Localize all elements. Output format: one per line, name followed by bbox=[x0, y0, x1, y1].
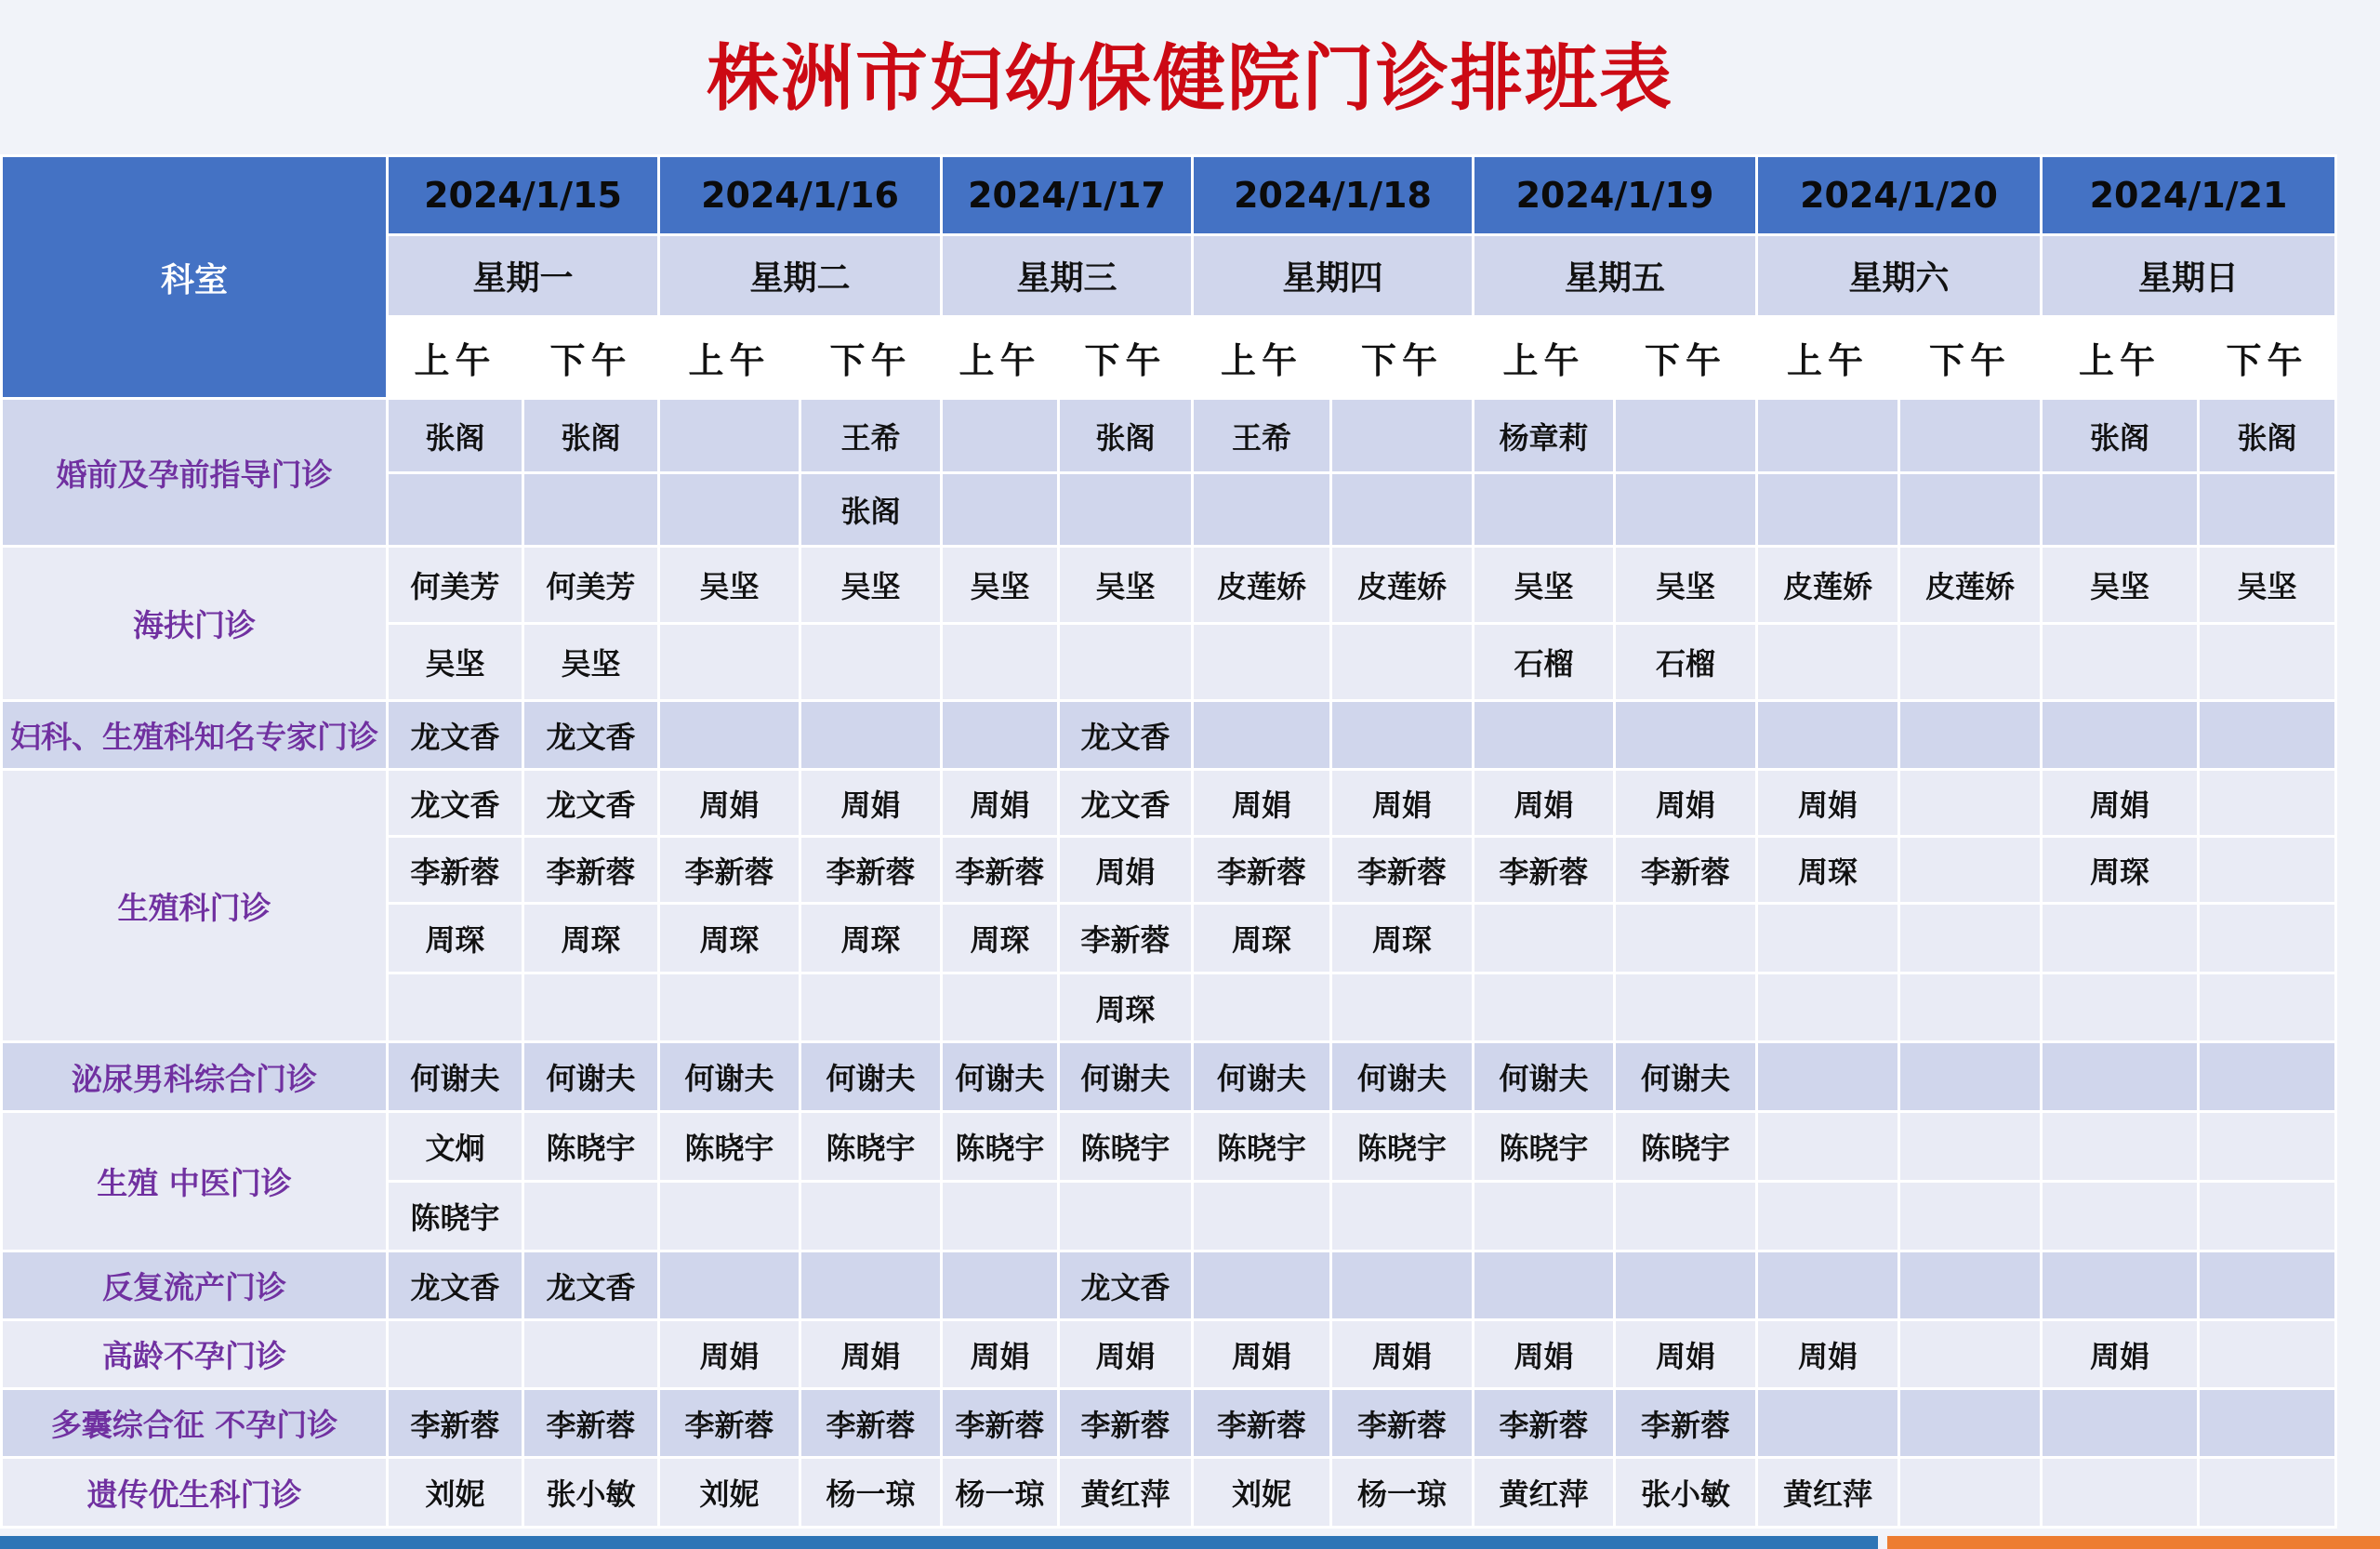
doctor-cell: 周琛 bbox=[1059, 973, 1193, 1042]
schedule-body bbox=[2, 399, 2336, 1528]
department-name: 妇科、生殖科知名专家门诊 bbox=[2, 701, 388, 770]
doctor-cell bbox=[1193, 701, 1331, 770]
doctor-cell: 李新蓉 bbox=[942, 1389, 1059, 1458]
doctor-cell bbox=[1899, 473, 2042, 547]
doctor-cell: 何谢夫 bbox=[942, 1042, 1059, 1112]
doctor-cell bbox=[2199, 624, 2336, 701]
weekday-header: 星期二 bbox=[659, 235, 942, 317]
schedule-row bbox=[2, 770, 2336, 837]
doctor-cell: 龙文香 bbox=[1059, 1251, 1193, 1320]
department-name: 高龄不孕门诊 bbox=[2, 1320, 388, 1389]
doctor-cell: 李新蓉 bbox=[1193, 837, 1331, 904]
doctor-cell: 李新蓉 bbox=[523, 1389, 659, 1458]
doctor-cell: 周娟 bbox=[942, 770, 1059, 837]
doctor-cell: 王希 bbox=[1193, 399, 1331, 473]
doctor-cell bbox=[2042, 1042, 2199, 1112]
department-name: 泌尿男科综合门诊 bbox=[2, 1042, 388, 1112]
doctor-cell bbox=[1615, 701, 1757, 770]
doctor-cell bbox=[1331, 701, 1474, 770]
weekday-header: 星期一 bbox=[388, 235, 659, 317]
doctor-cell bbox=[1899, 837, 2042, 904]
doctor-cell bbox=[2042, 973, 2199, 1042]
doctor-cell bbox=[1899, 1182, 2042, 1251]
schedule-row bbox=[2, 547, 2336, 624]
doctor-cell bbox=[942, 1251, 1059, 1320]
doctor-cell bbox=[2199, 837, 2336, 904]
doctor-cell: 何谢夫 bbox=[659, 1042, 800, 1112]
doctor-cell bbox=[2199, 1458, 2336, 1528]
doctor-cell: 陈晓宇 bbox=[388, 1182, 523, 1251]
doctor-cell: 龙文香 bbox=[523, 701, 659, 770]
doctor-cell bbox=[1899, 1458, 2042, 1528]
doctor-cell: 李新蓉 bbox=[388, 1389, 523, 1458]
doctor-cell bbox=[2199, 701, 2336, 770]
doctor-cell bbox=[659, 973, 800, 1042]
doctor-cell bbox=[1757, 1251, 1899, 1320]
doctor-cell: 何谢夫 bbox=[388, 1042, 523, 1112]
doctor-cell: 张阁 bbox=[800, 473, 942, 547]
doctor-cell bbox=[2042, 1389, 2199, 1458]
doctor-cell: 王希 bbox=[800, 399, 942, 473]
schedule-header bbox=[2, 156, 2336, 399]
doctor-cell: 吴坚 bbox=[523, 624, 659, 701]
schedule-row bbox=[2, 1112, 2336, 1182]
schedule-row bbox=[2, 399, 2336, 473]
doctor-cell bbox=[2042, 1182, 2199, 1251]
doctor-cell: 李新蓉 bbox=[523, 837, 659, 904]
pm-header: 下午 bbox=[1615, 317, 1757, 399]
weekday-header: 星期日 bbox=[2042, 235, 2336, 317]
department-name: 遗传优生科门诊 bbox=[2, 1458, 388, 1528]
pm-header: 下午 bbox=[523, 317, 659, 399]
doctor-cell: 周娟 bbox=[942, 1320, 1059, 1389]
weekday-header: 星期六 bbox=[1757, 235, 2042, 317]
doctor-cell bbox=[1331, 473, 1474, 547]
pm-header: 下午 bbox=[2199, 317, 2336, 399]
doctor-cell bbox=[1474, 1251, 1615, 1320]
doctor-cell: 杨章莉 bbox=[1474, 399, 1615, 473]
doctor-cell bbox=[2042, 904, 2199, 973]
doctor-cell: 陈晓宇 bbox=[942, 1112, 1059, 1182]
doctor-cell: 周琛 bbox=[523, 904, 659, 973]
doctor-cell: 李新蓉 bbox=[1474, 837, 1615, 904]
doctor-cell: 何谢夫 bbox=[1615, 1042, 1757, 1112]
doctor-cell: 陈晓宇 bbox=[659, 1112, 800, 1182]
doctor-cell: 张小敏 bbox=[523, 1458, 659, 1528]
doctor-cell bbox=[1615, 1182, 1757, 1251]
doctor-cell bbox=[1193, 1182, 1331, 1251]
pm-header: 下午 bbox=[1899, 317, 2042, 399]
doctor-cell: 龙文香 bbox=[523, 1251, 659, 1320]
doctor-cell: 何谢夫 bbox=[1059, 1042, 1193, 1112]
doctor-cell: 周娟 bbox=[1193, 1320, 1331, 1389]
doctor-cell: 张阁 bbox=[388, 399, 523, 473]
doctor-cell: 李新蓉 bbox=[659, 837, 800, 904]
doctor-cell: 吴坚 bbox=[388, 624, 523, 701]
doctor-cell bbox=[942, 1182, 1059, 1251]
pm-header: 下午 bbox=[1059, 317, 1193, 399]
schedule-row bbox=[2, 1042, 2336, 1112]
doctor-cell bbox=[1757, 1389, 1899, 1458]
doctor-cell bbox=[523, 973, 659, 1042]
doctor-cell: 周娟 bbox=[800, 770, 942, 837]
doctor-cell: 皮莲娇 bbox=[1899, 547, 2042, 624]
doctor-cell bbox=[2199, 1251, 2336, 1320]
doctor-cell bbox=[1757, 973, 1899, 1042]
doctor-cell bbox=[1615, 399, 1757, 473]
doctor-cell bbox=[2199, 904, 2336, 973]
doctor-cell: 周娟 bbox=[1474, 770, 1615, 837]
doctor-cell: 周琛 bbox=[1757, 837, 1899, 904]
doctor-cell: 周娟 bbox=[1757, 1320, 1899, 1389]
department-name: 婚前及孕前指导门诊 bbox=[2, 399, 388, 547]
doctor-cell: 李新蓉 bbox=[1059, 904, 1193, 973]
doctor-cell bbox=[2042, 1251, 2199, 1320]
footer-bar-orange bbox=[1887, 1536, 2380, 1549]
doctor-cell: 陈晓宇 bbox=[1615, 1112, 1757, 1182]
doctor-cell: 李新蓉 bbox=[1331, 1389, 1474, 1458]
doctor-cell bbox=[2199, 1182, 2336, 1251]
doctor-cell bbox=[1899, 624, 2042, 701]
page-title: 株洲市妇幼保健院门诊排班表 bbox=[706, 37, 1673, 121]
doctor-cell: 何谢夫 bbox=[1193, 1042, 1331, 1112]
doctor-cell: 李新蓉 bbox=[659, 1389, 800, 1458]
doctor-cell: 吴坚 bbox=[800, 547, 942, 624]
doctor-cell: 何谢夫 bbox=[800, 1042, 942, 1112]
am-header: 上午 bbox=[388, 317, 523, 399]
doctor-cell: 陈晓宇 bbox=[800, 1112, 942, 1182]
department-name: 生殖科门诊 bbox=[2, 770, 388, 1042]
doctor-cell bbox=[523, 1182, 659, 1251]
department-name: 多囊综合征 不孕门诊 bbox=[2, 1389, 388, 1458]
doctor-cell bbox=[800, 1251, 942, 1320]
doctor-cell bbox=[1757, 1112, 1899, 1182]
doctor-cell bbox=[800, 1182, 942, 1251]
doctor-cell: 周娟 bbox=[1615, 770, 1757, 837]
doctor-cell bbox=[388, 973, 523, 1042]
doctor-cell bbox=[659, 701, 800, 770]
doctor-cell: 张阁 bbox=[2199, 399, 2336, 473]
doctor-cell: 吴坚 bbox=[1615, 547, 1757, 624]
doctor-cell: 周琛 bbox=[1193, 904, 1331, 973]
doctor-cell: 龙文香 bbox=[1059, 701, 1193, 770]
doctor-cell bbox=[942, 473, 1059, 547]
doctor-cell: 李新蓉 bbox=[800, 837, 942, 904]
doctor-cell: 周娟 bbox=[1331, 1320, 1474, 1389]
doctor-cell: 刘妮 bbox=[388, 1458, 523, 1528]
doctor-cell bbox=[1331, 624, 1474, 701]
schedule-row bbox=[2, 701, 2336, 770]
doctor-cell bbox=[1899, 1389, 2042, 1458]
doctor-cell bbox=[1059, 473, 1193, 547]
doctor-cell: 龙文香 bbox=[523, 770, 659, 837]
pm-header: 下午 bbox=[1331, 317, 1474, 399]
doctor-cell bbox=[942, 624, 1059, 701]
weekday-header: 星期三 bbox=[942, 235, 1193, 317]
doctor-cell: 李新蓉 bbox=[388, 837, 523, 904]
doctor-cell: 黄红萍 bbox=[1059, 1458, 1193, 1528]
date-header-row bbox=[2, 156, 2336, 235]
am-header: 上午 bbox=[1193, 317, 1331, 399]
doctor-cell bbox=[659, 1251, 800, 1320]
doctor-cell: 张阁 bbox=[2042, 399, 2199, 473]
doctor-cell: 杨一琼 bbox=[942, 1458, 1059, 1528]
doctor-cell: 周娟 bbox=[659, 770, 800, 837]
doctor-cell bbox=[1757, 1042, 1899, 1112]
doctor-cell: 周娟 bbox=[2042, 770, 2199, 837]
doctor-cell bbox=[523, 1320, 659, 1389]
schedule-row bbox=[2, 1251, 2336, 1320]
doctor-cell bbox=[2042, 473, 2199, 547]
doctor-cell: 周娟 bbox=[1615, 1320, 1757, 1389]
doctor-cell bbox=[1193, 624, 1331, 701]
doctor-cell bbox=[1757, 1182, 1899, 1251]
pm-header: 下午 bbox=[800, 317, 942, 399]
date-header: 2024/1/17 bbox=[942, 156, 1193, 235]
doctor-cell: 周娟 bbox=[1059, 837, 1193, 904]
doctor-cell bbox=[1899, 1320, 2042, 1389]
doctor-cell bbox=[800, 973, 942, 1042]
doctor-cell bbox=[1899, 973, 2042, 1042]
doctor-cell: 周娟 bbox=[1757, 770, 1899, 837]
doctor-cell: 何美芳 bbox=[388, 547, 523, 624]
am-header: 上午 bbox=[1474, 317, 1615, 399]
doctor-cell: 周娟 bbox=[659, 1320, 800, 1389]
weekday-header: 星期五 bbox=[1474, 235, 1757, 317]
doctor-cell: 吴坚 bbox=[2042, 547, 2199, 624]
doctor-cell bbox=[2042, 1458, 2199, 1528]
doctor-cell: 刘妮 bbox=[659, 1458, 800, 1528]
doctor-cell: 龙文香 bbox=[388, 701, 523, 770]
doctor-cell: 陈晓宇 bbox=[1059, 1112, 1193, 1182]
doctor-cell bbox=[1899, 701, 2042, 770]
am-header: 上午 bbox=[942, 317, 1059, 399]
doctor-cell bbox=[1474, 973, 1615, 1042]
doctor-cell: 李新蓉 bbox=[942, 837, 1059, 904]
doctor-cell: 周琛 bbox=[942, 904, 1059, 973]
doctor-cell bbox=[388, 473, 523, 547]
doctor-cell: 李新蓉 bbox=[1474, 1389, 1615, 1458]
doctor-cell: 皮莲娇 bbox=[1331, 547, 1474, 624]
doctor-cell bbox=[1757, 399, 1899, 473]
doctor-cell: 何谢夫 bbox=[1474, 1042, 1615, 1112]
doctor-cell bbox=[1615, 904, 1757, 973]
doctor-cell bbox=[2199, 770, 2336, 837]
doctor-cell: 吴坚 bbox=[942, 547, 1059, 624]
doctor-cell bbox=[1899, 904, 2042, 973]
doctor-cell: 杨一琼 bbox=[1331, 1458, 1474, 1528]
doctor-cell bbox=[942, 399, 1059, 473]
doctor-cell: 何谢夫 bbox=[523, 1042, 659, 1112]
date-header: 2024/1/19 bbox=[1474, 156, 1757, 235]
doctor-cell: 杨一琼 bbox=[800, 1458, 942, 1528]
doctor-cell: 周娟 bbox=[800, 1320, 942, 1389]
doctor-cell: 何美芳 bbox=[523, 547, 659, 624]
doctor-cell bbox=[1193, 473, 1331, 547]
doctor-cell: 周娟 bbox=[1193, 770, 1331, 837]
doctor-cell bbox=[1331, 399, 1474, 473]
doctor-cell: 皮莲娇 bbox=[1193, 547, 1331, 624]
doctor-cell bbox=[659, 1182, 800, 1251]
am-header: 上午 bbox=[1757, 317, 1899, 399]
doctor-cell: 何谢夫 bbox=[1331, 1042, 1474, 1112]
doctor-cell: 吴坚 bbox=[1059, 547, 1193, 624]
doctor-cell bbox=[800, 701, 942, 770]
doctor-cell bbox=[1899, 1042, 2042, 1112]
doctor-cell: 周琛 bbox=[1331, 904, 1474, 973]
doctor-cell bbox=[942, 973, 1059, 1042]
doctor-cell bbox=[523, 473, 659, 547]
doctor-cell bbox=[1899, 1112, 2042, 1182]
doctor-cell bbox=[659, 399, 800, 473]
doctor-cell bbox=[1059, 624, 1193, 701]
doctor-cell bbox=[1899, 1251, 2042, 1320]
doctor-cell: 周娟 bbox=[1474, 1320, 1615, 1389]
doctor-cell bbox=[2042, 1112, 2199, 1182]
footer-bar-blue bbox=[0, 1536, 1878, 1549]
doctor-cell bbox=[1615, 1251, 1757, 1320]
doctor-cell: 张阁 bbox=[1059, 399, 1193, 473]
doctor-cell bbox=[1899, 770, 2042, 837]
doctor-cell bbox=[2199, 973, 2336, 1042]
am-header: 上午 bbox=[659, 317, 800, 399]
doctor-cell: 周琛 bbox=[659, 904, 800, 973]
doctor-cell: 石榴 bbox=[1474, 624, 1615, 701]
doctor-cell bbox=[1615, 973, 1757, 1042]
doctor-cell: 周娟 bbox=[1331, 770, 1474, 837]
doctor-cell bbox=[2042, 701, 2199, 770]
doctor-cell: 皮莲娇 bbox=[1757, 547, 1899, 624]
doctor-cell: 陈晓宇 bbox=[1331, 1112, 1474, 1182]
doctor-cell bbox=[1757, 624, 1899, 701]
doctor-cell: 张小敏 bbox=[1615, 1458, 1757, 1528]
doctor-cell bbox=[2199, 473, 2336, 547]
date-header: 2024/1/20 bbox=[1757, 156, 2042, 235]
schedule-row bbox=[2, 1458, 2336, 1528]
doctor-cell bbox=[659, 624, 800, 701]
doctor-cell bbox=[2199, 1320, 2336, 1389]
doctor-cell bbox=[1331, 1251, 1474, 1320]
am-header: 上午 bbox=[2042, 317, 2199, 399]
doctor-cell bbox=[1757, 904, 1899, 973]
doctor-cell bbox=[942, 701, 1059, 770]
doctor-cell: 李新蓉 bbox=[800, 1389, 942, 1458]
doctor-cell bbox=[1193, 1251, 1331, 1320]
doctor-cell bbox=[1474, 473, 1615, 547]
date-header: 2024/1/16 bbox=[659, 156, 942, 235]
doctor-cell: 陈晓宇 bbox=[1193, 1112, 1331, 1182]
doctor-cell bbox=[1059, 1182, 1193, 1251]
weekday-header: 星期四 bbox=[1193, 235, 1474, 317]
doctor-cell bbox=[2042, 624, 2199, 701]
doctor-cell: 陈晓宇 bbox=[523, 1112, 659, 1182]
doctor-cell: 周娟 bbox=[2042, 1320, 2199, 1389]
doctor-cell bbox=[1193, 973, 1331, 1042]
doctor-cell: 李新蓉 bbox=[1193, 1389, 1331, 1458]
doctor-cell: 黄红萍 bbox=[1474, 1458, 1615, 1528]
doctor-cell bbox=[1757, 473, 1899, 547]
doctor-cell: 龙文香 bbox=[1059, 770, 1193, 837]
doctor-cell: 龙文香 bbox=[388, 770, 523, 837]
department-name: 生殖 中医门诊 bbox=[2, 1112, 388, 1251]
doctor-cell: 陈晓宇 bbox=[1474, 1112, 1615, 1182]
doctor-cell: 吴坚 bbox=[659, 547, 800, 624]
doctor-cell bbox=[1757, 701, 1899, 770]
doctor-cell: 周琛 bbox=[800, 904, 942, 973]
doctor-cell bbox=[1474, 1182, 1615, 1251]
doctor-cell: 李新蓉 bbox=[1615, 1389, 1757, 1458]
schedule-row bbox=[2, 1389, 2336, 1458]
doctor-cell bbox=[1899, 399, 2042, 473]
doctor-cell: 周娟 bbox=[1059, 1320, 1193, 1389]
doctor-cell: 李新蓉 bbox=[1615, 837, 1757, 904]
doctor-cell bbox=[2199, 1042, 2336, 1112]
department-name: 海扶门诊 bbox=[2, 547, 388, 701]
doctor-cell: 黄红萍 bbox=[1757, 1458, 1899, 1528]
doctor-cell: 李新蓉 bbox=[1059, 1389, 1193, 1458]
dept-column-header: 科室 bbox=[2, 156, 388, 399]
doctor-cell: 周琛 bbox=[2042, 837, 2199, 904]
department-name: 反复流产门诊 bbox=[2, 1251, 388, 1320]
doctor-cell: 吴坚 bbox=[1474, 547, 1615, 624]
doctor-cell: 刘妮 bbox=[1193, 1458, 1331, 1528]
date-header: 2024/1/15 bbox=[388, 156, 659, 235]
schedule-row bbox=[2, 1320, 2336, 1389]
doctor-cell: 石榴 bbox=[1615, 624, 1757, 701]
date-header: 2024/1/18 bbox=[1193, 156, 1474, 235]
doctor-cell: 张阁 bbox=[523, 399, 659, 473]
doctor-cell: 吴坚 bbox=[2199, 547, 2336, 624]
doctor-cell bbox=[2199, 1389, 2336, 1458]
doctor-cell bbox=[1474, 904, 1615, 973]
doctor-cell: 李新蓉 bbox=[1331, 837, 1474, 904]
doctor-cell bbox=[388, 1320, 523, 1389]
doctor-cell bbox=[659, 473, 800, 547]
doctor-cell: 文炯 bbox=[388, 1112, 523, 1182]
doctor-cell bbox=[1331, 1182, 1474, 1251]
doctor-cell bbox=[1331, 973, 1474, 1042]
schedule-table bbox=[0, 154, 2337, 1529]
doctor-cell bbox=[1474, 701, 1615, 770]
doctor-cell: 周琛 bbox=[388, 904, 523, 973]
doctor-cell bbox=[1615, 473, 1757, 547]
date-header: 2024/1/21 bbox=[2042, 156, 2336, 235]
doctor-cell: 龙文香 bbox=[388, 1251, 523, 1320]
doctor-cell bbox=[2199, 1112, 2336, 1182]
doctor-cell bbox=[800, 624, 942, 701]
